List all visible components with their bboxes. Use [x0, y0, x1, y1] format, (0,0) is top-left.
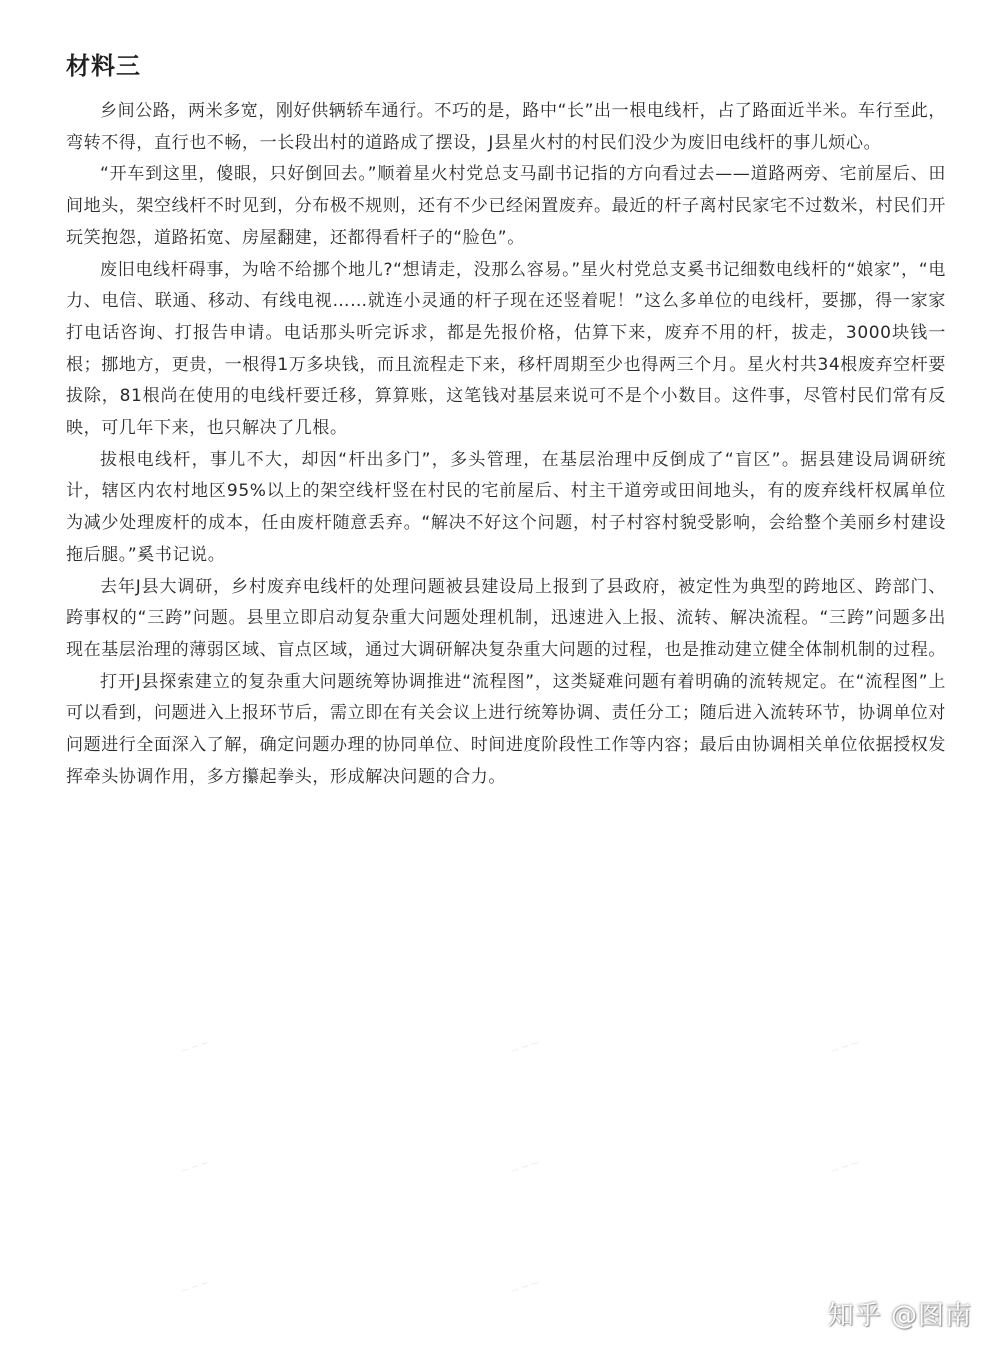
paragraph-1: 乡间公路，两米多宽，刚好供辆轿车通行。不巧的是，路中“长”出一根电线杆，占了路面近半米。车行至此，弯转不得，直行也不畅，一长段出村的道路成了摆设，J县星火村的村民们没少为废旧电线杆的事儿烦心。: [66, 101, 947, 153]
paragraph-3: 废旧电线杆碍事，为啥不给挪个地儿?“想请走，没那么容易。”星火村党总支奚书记细数电线杆的“娘家”，“电力、电信、联通、移动、有线电视……就连小灵通的杆子现在还竖着呢！”这么多单位的电线杆，要挪，得一家家打电话咨询、打报告申请。电话那头听完诉求，都是先报价格，估算下来，废弃不用的杆，拔走，3000块钱一根；挪地方，更贵，一根得1万多块钱，而且流程走下来，移杆周期至少也得两三个月。星火村共34根废弃空杆要拔除，81根尚在使用的电线杆要迁移，算算账，这笔钱对基层来说可不是个小数目。这件事，尽管村民们常有反映，可几年下来，也只解决了几根。: [66, 259, 946, 439]
watermark-mark: ~~~: [178, 1275, 212, 1298]
zhihu-author-handle: @图南: [890, 1301, 972, 1331]
paragraph-2: “开车到这里，傻眼，只好倒回去。”顺着星火村党总支马副书记指的方向看过去——道路两旁、宅前屋后、田间地头，架空线杆不时见到，分布极不规则，还有不少已经闲置废弃。最近的杆子离村民家宅不过数米，村民们开玩笑抱怨，道路拓宽、房屋翻建，还都得看杆子的“脸色”。: [66, 164, 946, 248]
watermark-mark: ~~~: [828, 1155, 862, 1178]
watermark-mark: ~~~: [508, 1155, 542, 1178]
watermark-mark: ~~~: [178, 1035, 212, 1058]
watermark-mark: ~~~: [508, 1275, 542, 1298]
zhihu-watermark: [828, 1295, 972, 1332]
watermark-mark: ~~~: [508, 1035, 542, 1058]
zhihu-platform-label: 知乎: [827, 1301, 882, 1331]
paragraph-4: 拔根电线杆，事儿不大，却因“杆出多门”，多头管理，在基层治理中反倒成了“盲区”。据县建设局调研统计，辖区内农村地区95%以上的架空线杆竖在村民的宅前屋后、村主干道旁或田间地头，有的废弃线杆权属单位为减少处理废杆的成本，任由废杆随意丢弃。“解决不好这个问题，村子村容村貌受影响，会给整个美丽乡村建设拖后腿。”奚书记说。: [66, 449, 946, 565]
watermark-mark: ~~~: [178, 1155, 212, 1178]
paragraph-6: 打开J县探索建立的复杂重大问题统筹协调推进“流程图”，这类疑难问题有着明确的流转规定。在“流程图”上可以看到，问题进入上报环节后，需立即在有关会议上进行统筹协调、责任分工；随后进入流转环节，协调单位对问题进行全面深入了解，确定问题办理的协同单位、时间进度阶段性工作等内容；最后由协调相关单位依据授权发挥牵头协调作用，多方攥起拳头，形成解决问题的合力。: [66, 671, 946, 787]
article-body: [66, 96, 946, 793]
material-title: 材料三: [66, 52, 141, 80]
watermark-mark: ~~~: [828, 1035, 862, 1058]
paragraph-5: 去年J县大调研，乡村废弃电线杆的处理问题被县建设局上报到了县政府，被定性为典型的跨地区、跨部门、跨事权的“三跨”问题。县里立即启动复杂重大问题处理机制，迅速进入上报、流转、解决流程。“三跨”问题多出现在基层治理的薄弱区域、盲点区域，通过大调研解决复杂重大问题的过程，也是推动建立健全体制机制的过程。: [66, 576, 946, 660]
